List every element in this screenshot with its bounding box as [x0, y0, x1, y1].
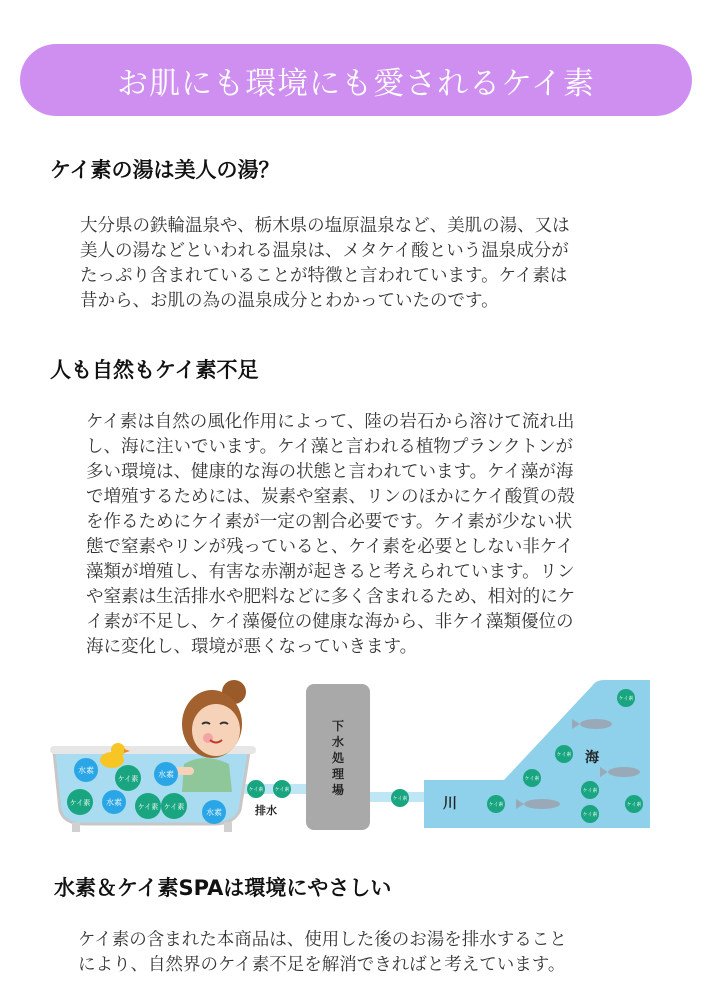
- section2-line: を作るためにケイ素が一定の割合必要です。ケイ素が少ない状: [86, 512, 573, 532]
- section3-paragraph: [78, 928, 567, 978]
- section1-heading: ケイ素の湯は美人の湯？: [50, 158, 280, 182]
- section2-line: し、海に注いでいます。ケイ藻と言われる植物プランクトンが: [86, 437, 574, 457]
- plant-label-char: 場: [331, 783, 345, 797]
- silicon-label: ケイ素: [163, 803, 185, 811]
- silicon-label: ケイ素: [582, 812, 598, 818]
- silicon-label: ケイ素: [524, 776, 540, 782]
- bathtub-foot: [72, 822, 80, 832]
- silicon-label: ケイ素: [392, 796, 408, 802]
- silicon-label: ケイ素: [69, 799, 91, 807]
- silicon-label: ケイ素: [618, 696, 634, 702]
- silicon-label: ケイ素: [626, 802, 642, 808]
- bathtub-foot: [224, 822, 232, 832]
- section2-line: 海に変化し、環境が悪くなっていきます。: [86, 637, 418, 657]
- section1-line: たっぷり含まれていることが特徴と言われています。ケイ素は: [80, 266, 568, 286]
- plant-label-char: 下: [331, 719, 345, 733]
- section2-line: イ素が不足し、ケイ藻優位の健康な海から、非ケイ藻類優位の: [86, 612, 574, 632]
- section1-paragraph: [80, 214, 570, 314]
- hydrogen-label: 水素: [106, 798, 122, 807]
- drain-label: 排水: [255, 804, 277, 817]
- section3-line: ケイ素の含まれた本商品は、使用した後のお湯を排水すること: [78, 930, 567, 950]
- hydrogen-label: 水素: [206, 808, 222, 817]
- plant-label-char: 理: [331, 767, 345, 781]
- plant-label-char: 処: [331, 751, 345, 765]
- silicon-label: ケイ素: [248, 787, 264, 793]
- silicon-label: ケイ素: [117, 775, 139, 783]
- section2-paragraph: [86, 410, 575, 660]
- section2-line: 藻類が増殖し、有害な赤潮が起きると考えられています。リン: [86, 562, 575, 582]
- silicon-label: ケイ素: [274, 787, 290, 793]
- hydrogen-label: 水素: [158, 770, 174, 779]
- silicon-label: ケイ素: [488, 802, 504, 808]
- section1-line: 大分県の鉄輪温泉や、栃木県の塩原温泉など、美肌の湯、又は: [80, 216, 570, 236]
- silicon-label: ケイ素: [582, 788, 598, 794]
- hydrogen-label: 水素: [78, 766, 94, 775]
- water-cycle-illustration: [44, 672, 664, 842]
- section2-line: で増殖するためには、炭素や窒素、リンのほかにケイ酸質の殻: [86, 487, 575, 507]
- section2-line: や窒素は生活排水や肥料などに多く含まれるため、相対的にケ: [86, 587, 576, 607]
- page-title: お肌にも環境にも愛されるケイ素: [117, 66, 595, 102]
- plant-label-char: 水: [331, 735, 345, 749]
- silicon-label: ケイ素: [556, 752, 572, 758]
- section1-line: 昔から、お肌の為の温泉成分とわかっていたのです。: [80, 291, 499, 311]
- section2-line: 態で窒素やリンが残っていると、ケイ素を必要としない非ケイ: [86, 537, 574, 557]
- section2-heading: 人も自然もケイ素不足: [50, 358, 259, 382]
- section1-line: 美人の湯などといわれる温泉は、メタケイ酸という温泉成分が: [80, 241, 569, 261]
- river-label: 川: [443, 796, 457, 812]
- sea-label: 海: [585, 750, 599, 766]
- section3-heading: 水素＆ケイ素SPAは環境にやさしい: [54, 876, 392, 900]
- section2-line: ケイ素は自然の風化作用によって、陸の岩石から溶けて流れ出: [86, 412, 575, 432]
- title-banner: [20, 44, 692, 116]
- section3-line: により、自然界のケイ素不足を解消できればと考えています。: [78, 955, 566, 975]
- section2-line: 多い環境は、健康的な海の状態と言われています。ケイ藻が海: [86, 462, 574, 482]
- silicon-label: ケイ素: [137, 803, 159, 811]
